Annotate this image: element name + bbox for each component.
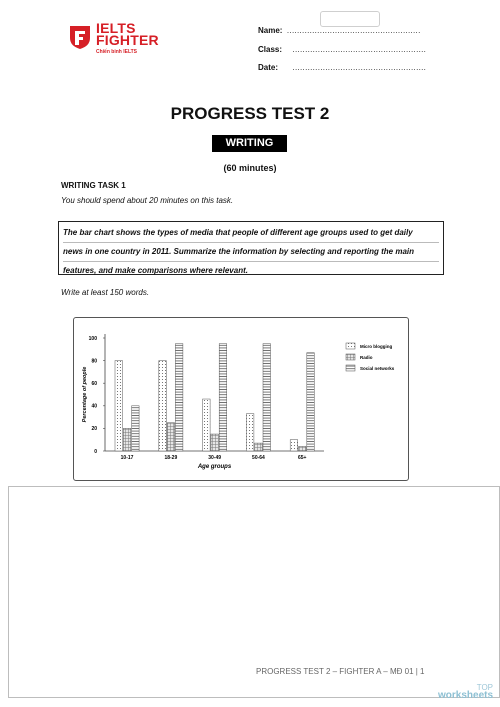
page-footer: PROGRESS TEST 2 – FIGHTER A – MĐ 01 | 1 (256, 667, 425, 676)
y-tick-label: 100 (88, 335, 97, 342)
bar (211, 434, 219, 451)
y-axis-label: Percentage of people (82, 366, 88, 423)
legend-swatch (346, 343, 355, 349)
prompt-line: news in one country in 2011. Summarize the information by selecting and reporting the main (63, 243, 439, 262)
prompt-line: features, and make comparisons where relevant. (63, 266, 248, 275)
legend-swatch (346, 365, 355, 371)
answer-area[interactable] (8, 486, 500, 701)
y-tick-label: 0 (94, 448, 97, 455)
page-title: PROGRESS TEST 2 (170, 104, 330, 123)
bar (159, 361, 167, 451)
task-heading: WRITING TASK 1 (61, 181, 126, 190)
duration: (60 minutes) (223, 163, 277, 173)
bar (255, 443, 263, 451)
date-field[interactable] (258, 57, 426, 75)
legend-label: Social networks (360, 366, 395, 371)
bar (246, 414, 254, 451)
x-tick-label: 30-49 (208, 455, 222, 461)
chart-frame (73, 317, 409, 481)
word-limit: Write at least 150 words. (61, 288, 150, 297)
y-tick-label: 40 (91, 403, 97, 410)
name-field[interactable] (258, 20, 421, 38)
legend-label: Micro blogging (360, 344, 393, 349)
x-tick-label: 65+ (298, 455, 307, 461)
bar (263, 344, 271, 451)
bar (132, 406, 140, 451)
bar (123, 428, 131, 451)
prompt-line: The bar chart shows the types of media that people of different age groups used to get daily (63, 224, 439, 243)
legend-label: Radio (360, 355, 373, 360)
date-label: Date: (258, 63, 279, 72)
class-field[interactable] (258, 39, 426, 57)
name-dots: ..................................................... (286, 26, 421, 35)
bar (203, 399, 211, 451)
x-tick-label: 18-29 (164, 455, 178, 461)
legend-swatch (346, 354, 355, 360)
bar (290, 440, 298, 451)
topworksheets-watermark: TOP worksheets (438, 683, 494, 701)
bar-chart (74, 318, 408, 480)
logo-shield-icon (68, 24, 92, 50)
bar (219, 344, 227, 451)
class-dots: ..................................................... (292, 45, 427, 54)
y-tick-label: 80 (91, 358, 97, 365)
date-dots: ..................................................... (292, 63, 427, 72)
x-axis-label: Age groups (197, 464, 232, 470)
class-label: Class: (258, 45, 283, 54)
logo-tagline: Chiến binh IELTS (96, 49, 138, 55)
bar (167, 423, 175, 451)
logo-text: IELTS FIGHTER (96, 20, 159, 48)
bar (299, 446, 307, 451)
section-label: WRITING (212, 135, 287, 152)
y-tick-label: 60 (91, 381, 97, 387)
x-tick-label: 50-64 (252, 455, 265, 461)
x-tick-label: 10-17 (120, 455, 134, 461)
task-prompt-box (58, 221, 444, 275)
bar (175, 344, 183, 451)
name-label: Name: (258, 26, 283, 35)
ielts-fighter-logo (68, 22, 178, 64)
time-instruction: You should spend about 20 minutes on this task. (61, 196, 234, 205)
y-tick-label: 20 (91, 426, 97, 433)
bar (115, 361, 123, 451)
bar (307, 353, 315, 451)
